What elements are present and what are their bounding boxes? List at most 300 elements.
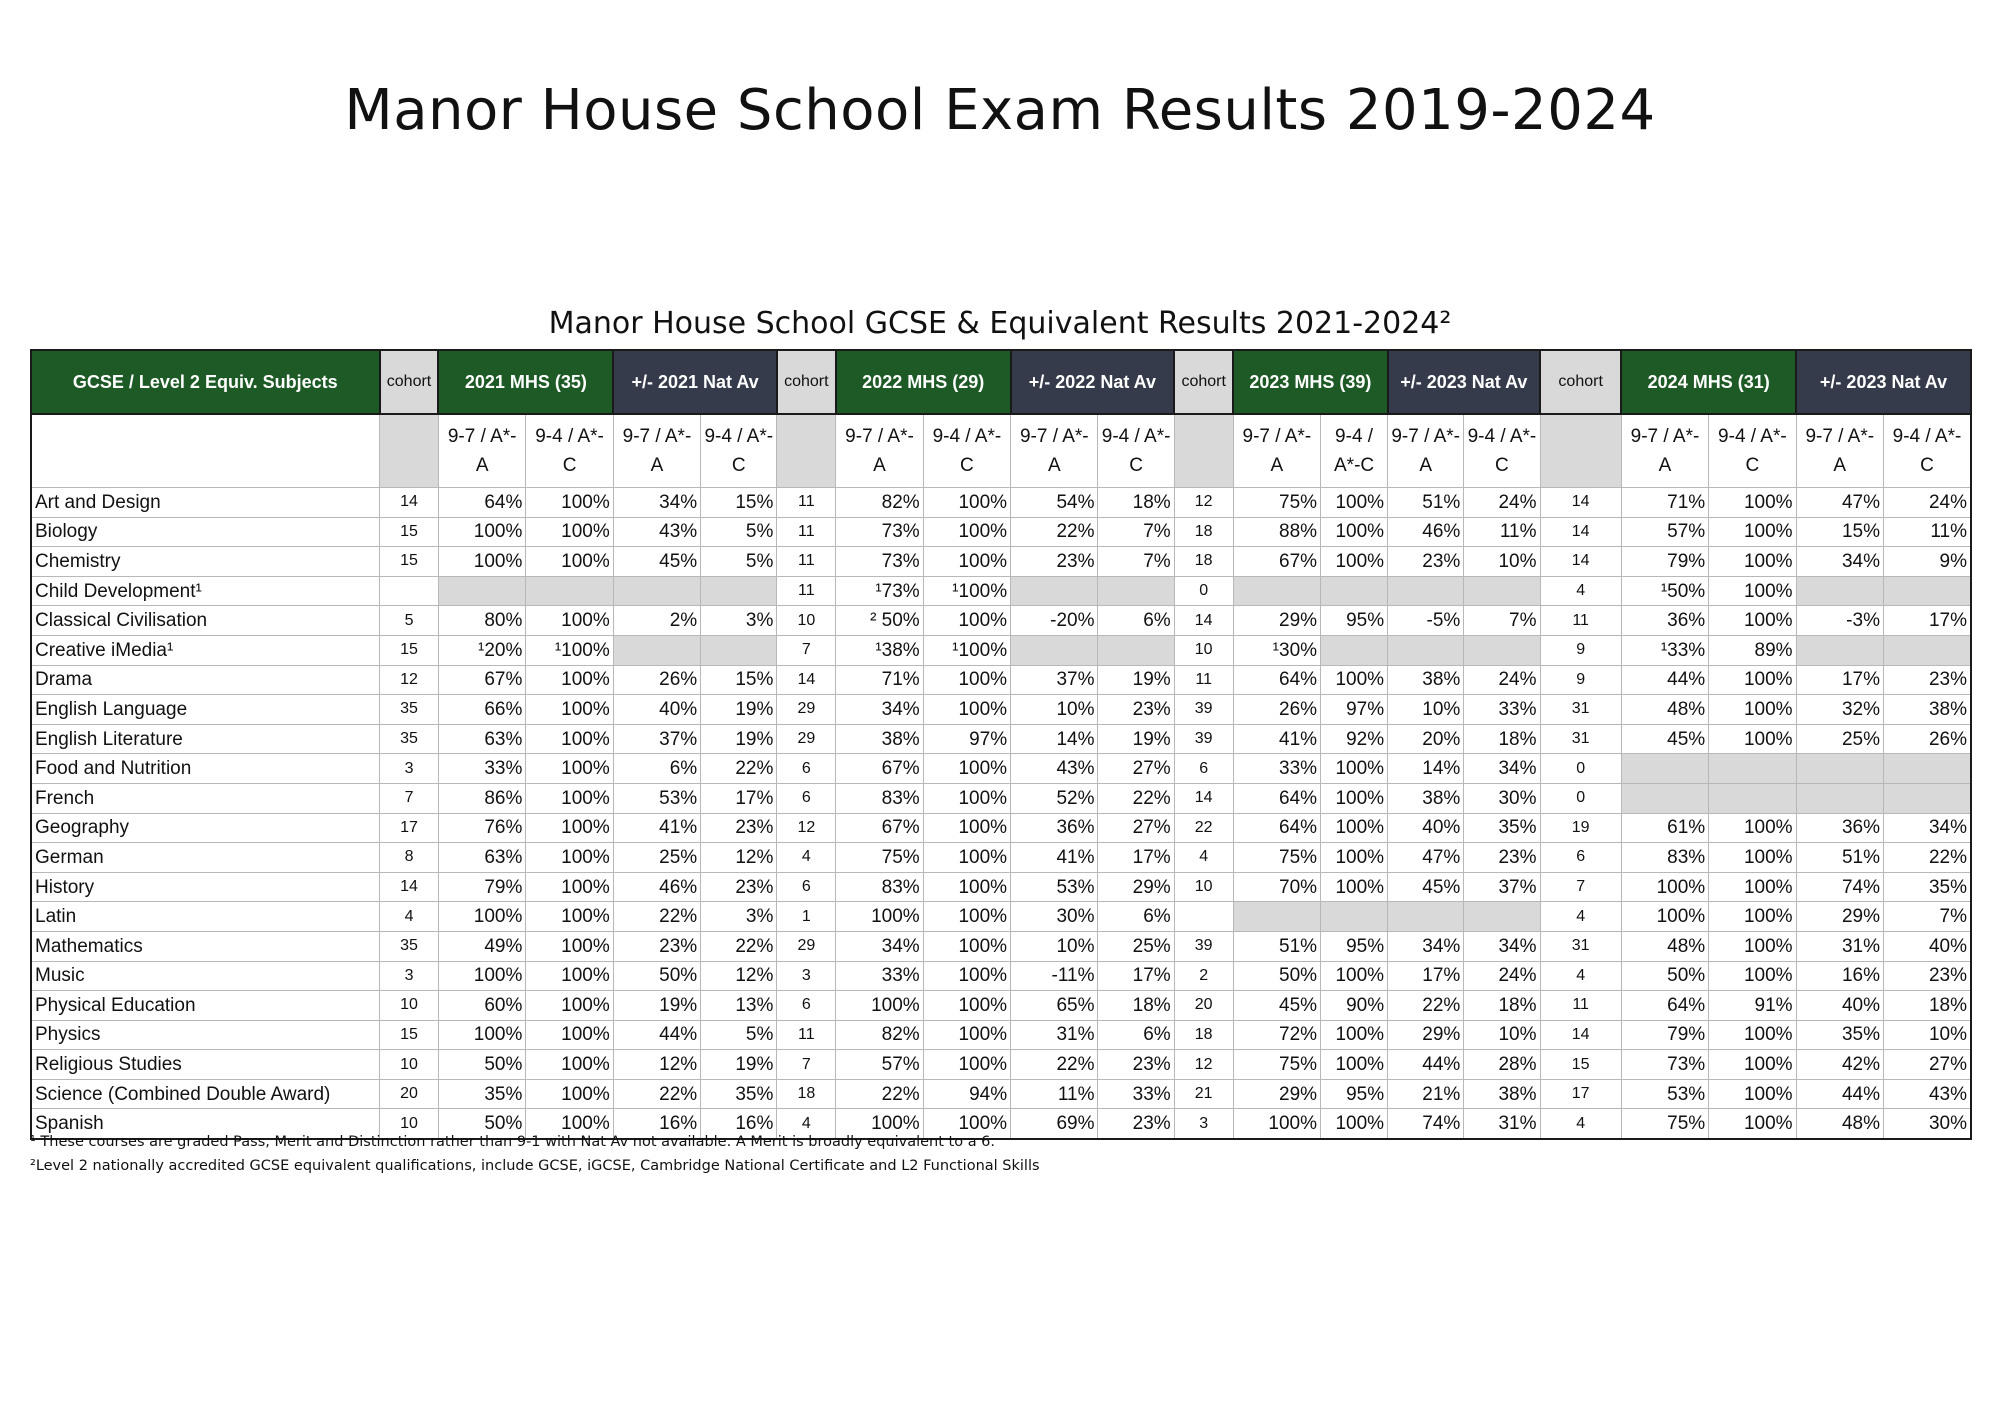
cohort-cell: 4 (1540, 961, 1621, 991)
mhs-result-cell: 83% (1621, 843, 1708, 873)
mhs-result-cell: 100% (526, 1079, 613, 1109)
mhs-result-cell: 97% (1321, 695, 1388, 725)
mhs-result-cell: 100% (526, 843, 613, 873)
nat-diff-cell: 37% (1464, 872, 1540, 902)
cohort-cell: 39 (1174, 695, 1233, 725)
mhs-2024-header: 2024 MHS (31) (1621, 350, 1796, 414)
nat-diff-cell: 19% (701, 695, 777, 725)
mhs-result-cell (1233, 902, 1320, 932)
mhs-result-cell: 100% (923, 547, 1010, 577)
mhs-result-cell: 51% (1233, 931, 1320, 961)
mhs-result-cell (1709, 783, 1796, 813)
nat-diff-cell (1883, 635, 1971, 665)
mhs-result-cell: ¹38% (836, 635, 923, 665)
table-row (31, 783, 1971, 813)
mhs-result-cell: 100% (923, 783, 1010, 813)
cohort-cell: 6 (777, 783, 836, 813)
nat-diff-cell: 29% (1388, 1020, 1464, 1050)
cohort-cell: 11 (777, 547, 836, 577)
nat-diff-cell: 74% (1388, 1109, 1464, 1139)
nat-diff-cell: -3% (1796, 606, 1883, 636)
subject-cell: English Language (31, 695, 380, 725)
cohort-cell: 10 (380, 1050, 439, 1080)
cohort-cell: 6 (777, 991, 836, 1021)
mhs-result-cell: 100% (923, 902, 1010, 932)
cohort-cell: 20 (380, 1079, 439, 1109)
subject-cell: English Literature (31, 724, 380, 754)
nat-diff-cell: 7% (1098, 517, 1174, 547)
nat-diff-cell (1388, 902, 1464, 932)
nat-diff-cell: 38% (1883, 695, 1971, 725)
mhs-result-cell: 50% (438, 1050, 525, 1080)
mhs-result-cell: 100% (526, 517, 613, 547)
subject-cell: Art and Design (31, 488, 380, 518)
mhs-result-cell: 100% (1321, 1020, 1388, 1050)
nat-diff-cell: 31% (1011, 1020, 1098, 1050)
cohort-header: cohort (380, 350, 439, 414)
cohort-cell: 3 (1174, 1109, 1233, 1139)
nat-2021-header: +/- 2021 Nat Av (613, 350, 777, 414)
nat-diff-cell: 22% (1011, 517, 1098, 547)
cohort-cell: 15 (1540, 1050, 1621, 1080)
cohort-cell: 6 (777, 872, 836, 902)
mhs-result-cell: 100% (526, 1020, 613, 1050)
mhs-result-cell (1321, 576, 1388, 606)
nat-diff-cell: 5% (701, 547, 777, 577)
mhs-result-cell: 53% (1621, 1079, 1708, 1109)
mhs-result-cell: 100% (526, 665, 613, 695)
header-row (31, 350, 1971, 414)
nat-diff-cell: 7% (1098, 547, 1174, 577)
nat-diff-cell: 32% (1796, 695, 1883, 725)
nat-diff-cell: -11% (1011, 961, 1098, 991)
mhs-result-cell: 26% (1233, 695, 1320, 725)
footnote-2: ²Level 2 nationally accredited GCSE equivalent qualifications, include GCSE, iGCSE, Cambridge National Certificate and L2 Functional Skills (30, 1158, 1040, 1174)
nat-diff-cell: 40% (1388, 813, 1464, 843)
subject-cell: Geography (31, 813, 380, 843)
cohort-cell: 9 (1540, 665, 1621, 695)
mhs-result-cell: 100% (1709, 517, 1796, 547)
nat-diff-cell: 35% (701, 1079, 777, 1109)
cohort-cell: 12 (1174, 488, 1233, 518)
mhs-result-cell: 100% (1321, 783, 1388, 813)
nat-diff-cell: 13% (701, 991, 777, 1021)
nat-diff-cell (1796, 635, 1883, 665)
cohort-cell: 15 (380, 635, 439, 665)
mhs-result-cell: 100% (526, 902, 613, 932)
cohort-cell: 15 (380, 547, 439, 577)
subheader-c: 9-4 / A*-C (1098, 414, 1174, 488)
subject-cell: Spanish (31, 1109, 380, 1139)
nat-diff-cell (1011, 576, 1098, 606)
nat-diff-cell (1388, 576, 1464, 606)
subheader-cohort-blank (380, 414, 439, 488)
subheader-c: 9-4 / A*-C (1883, 414, 1971, 488)
nat-diff-cell: 34% (1796, 547, 1883, 577)
nat-diff-cell (1464, 576, 1540, 606)
nat-diff-cell (613, 576, 700, 606)
mhs-result-cell: 100% (1709, 843, 1796, 873)
nat-diff-cell: 18% (1464, 991, 1540, 1021)
mhs-result-cell: 90% (1321, 991, 1388, 1021)
mhs-result-cell: 61% (1621, 813, 1708, 843)
mhs-result-cell: 100% (1709, 665, 1796, 695)
nat-diff-cell: 24% (1883, 488, 1971, 518)
mhs-result-cell: 100% (1709, 872, 1796, 902)
nat-diff-cell (1098, 576, 1174, 606)
mhs-result-cell: 100% (1709, 902, 1796, 932)
mhs-result-cell: 71% (836, 665, 923, 695)
nat-2024-header: +/- 2023 Nat Av (1796, 350, 1971, 414)
table-row (31, 991, 1971, 1021)
nat-diff-cell (1011, 635, 1098, 665)
nat-diff-cell: 29% (1796, 902, 1883, 932)
nat-diff-cell: 69% (1011, 1109, 1098, 1139)
nat-diff-cell: 18% (1098, 488, 1174, 518)
mhs-2023-header: 2023 MHS (39) (1233, 350, 1387, 414)
subheader-row (31, 414, 1971, 488)
nat-diff-cell: 26% (1883, 724, 1971, 754)
mhs-result-cell: 89% (1709, 635, 1796, 665)
cohort-cell: 11 (777, 488, 836, 518)
nat-diff-cell: 23% (1464, 843, 1540, 873)
nat-diff-cell: 40% (613, 695, 700, 725)
mhs-result-cell: 75% (1233, 843, 1320, 873)
cohort-cell: 14 (1174, 783, 1233, 813)
nat-diff-cell: 41% (1011, 843, 1098, 873)
mhs-result-cell: 64% (1233, 665, 1320, 695)
mhs-result-cell (1621, 754, 1708, 784)
mhs-2021-header: 2021 MHS (35) (438, 350, 613, 414)
nat-diff-cell: 17% (1796, 665, 1883, 695)
table-row (31, 961, 1971, 991)
mhs-result-cell: 100% (923, 843, 1010, 873)
cohort-cell: 6 (777, 754, 836, 784)
cohort-cell (1174, 902, 1233, 932)
nat-diff-cell: -5% (1388, 606, 1464, 636)
table-row (31, 488, 1971, 518)
nat-diff-cell: 47% (1388, 843, 1464, 873)
mhs-result-cell (1321, 635, 1388, 665)
subject-cell: Religious Studies (31, 1050, 380, 1080)
mhs-result-cell: 100% (526, 931, 613, 961)
mhs-result-cell: 92% (1321, 724, 1388, 754)
table-row (31, 695, 1971, 725)
mhs-result-cell: 100% (526, 724, 613, 754)
nat-diff-cell (701, 635, 777, 665)
mhs-result-cell: 29% (1233, 1079, 1320, 1109)
nat-diff-cell: 38% (1388, 665, 1464, 695)
cohort-cell: 17 (1540, 1079, 1621, 1109)
nat-diff-cell: 11% (1883, 517, 1971, 547)
nat-diff-cell: 7% (1464, 606, 1540, 636)
subheader-c: 9-4 / A*-C (1321, 414, 1388, 488)
mhs-result-cell: 57% (836, 1050, 923, 1080)
mhs-result-cell: 70% (1233, 872, 1320, 902)
subheader-c: 9-4 / A*-C (923, 414, 1010, 488)
cohort-cell: 0 (1540, 754, 1621, 784)
mhs-result-cell: 100% (923, 931, 1010, 961)
mhs-result-cell: 100% (1321, 843, 1388, 873)
mhs-result-cell: 67% (1233, 547, 1320, 577)
nat-diff-cell (1796, 576, 1883, 606)
mhs-result-cell: 75% (1233, 1050, 1320, 1080)
cohort-cell: 7 (1540, 872, 1621, 902)
mhs-result-cell: 100% (1709, 1079, 1796, 1109)
cohort-header: cohort (777, 350, 836, 414)
cohort-cell: 29 (777, 695, 836, 725)
nat-diff-cell: 74% (1796, 872, 1883, 902)
mhs-result-cell: 73% (836, 517, 923, 547)
mhs-result-cell: 95% (1321, 1079, 1388, 1109)
nat-diff-cell: 2% (613, 606, 700, 636)
nat-diff-cell: 51% (1388, 488, 1464, 518)
table-row (31, 1050, 1971, 1080)
mhs-result-cell: 82% (836, 1020, 923, 1050)
nat-diff-cell: 31% (1464, 1109, 1540, 1139)
cohort-cell: 14 (380, 488, 439, 518)
nat-diff-cell: 54% (1011, 488, 1098, 518)
nat-diff-cell: 29% (1098, 872, 1174, 902)
table-row (31, 754, 1971, 784)
nat-diff-cell: 19% (613, 991, 700, 1021)
nat-diff-cell: 22% (1883, 843, 1971, 873)
cohort-cell: 14 (1174, 606, 1233, 636)
nat-diff-cell: 30% (1464, 783, 1540, 813)
mhs-result-cell: 100% (1233, 1109, 1320, 1139)
nat-diff-cell: 16% (613, 1109, 700, 1139)
subjects-header: GCSE / Level 2 Equiv. Subjects (31, 350, 380, 414)
mhs-result-cell: 73% (1621, 1050, 1708, 1080)
cohort-cell: 17 (380, 813, 439, 843)
page-title: Manor House School Exam Results 2019-2024 (344, 78, 1656, 143)
nat-diff-cell: 23% (1098, 1050, 1174, 1080)
mhs-result-cell (438, 576, 525, 606)
nat-diff-cell: 22% (701, 754, 777, 784)
results-table (30, 349, 1972, 1140)
mhs-result-cell: 100% (1321, 488, 1388, 518)
nat-diff-cell: 43% (1011, 754, 1098, 784)
subject-cell: Mathematics (31, 931, 380, 961)
subheader-cohort-blank (777, 414, 836, 488)
cohort-cell: 1 (777, 902, 836, 932)
mhs-result-cell: 35% (438, 1079, 525, 1109)
cohort-cell: 4 (777, 1109, 836, 1139)
mhs-result-cell: 100% (923, 872, 1010, 902)
mhs-result-cell: 45% (1233, 991, 1320, 1021)
mhs-result-cell: 71% (1621, 488, 1708, 518)
cohort-cell: 20 (1174, 991, 1233, 1021)
mhs-result-cell: 100% (836, 1109, 923, 1139)
mhs-result-cell: 100% (923, 961, 1010, 991)
nat-diff-cell: 27% (1098, 754, 1174, 784)
mhs-result-cell: 100% (923, 1109, 1010, 1139)
cohort-cell: 10 (1174, 635, 1233, 665)
nat-diff-cell: 6% (613, 754, 700, 784)
nat-diff-cell: 22% (1011, 1050, 1098, 1080)
mhs-result-cell: 79% (1621, 547, 1708, 577)
subheader-a: 9-7 / A*-A (1621, 414, 1708, 488)
nat-diff-cell: 15% (701, 665, 777, 695)
nat-diff-cell: 51% (1796, 843, 1883, 873)
nat-diff-cell: 36% (1796, 813, 1883, 843)
mhs-result-cell: ¹33% (1621, 635, 1708, 665)
mhs-result-cell: 67% (836, 754, 923, 784)
mhs-result-cell: 48% (1621, 695, 1708, 725)
mhs-result-cell: 75% (836, 843, 923, 873)
nat-diff-cell: 44% (613, 1020, 700, 1050)
mhs-result-cell (526, 576, 613, 606)
table-row (31, 724, 1971, 754)
nat-diff-cell: 17% (1883, 606, 1971, 636)
cohort-cell: 18 (1174, 1020, 1233, 1050)
nat-diff-cell: 35% (1464, 813, 1540, 843)
mhs-result-cell: 73% (836, 547, 923, 577)
mhs-result-cell: 60% (438, 991, 525, 1021)
nat-diff-cell: 23% (701, 872, 777, 902)
mhs-result-cell: 50% (1233, 961, 1320, 991)
subject-cell: Chemistry (31, 547, 380, 577)
nat-diff-cell: 23% (1098, 695, 1174, 725)
mhs-result-cell: 44% (1621, 665, 1708, 695)
mhs-result-cell: 100% (526, 783, 613, 813)
mhs-result-cell: 100% (1709, 724, 1796, 754)
nat-diff-cell: 52% (1011, 783, 1098, 813)
mhs-result-cell: 38% (836, 724, 923, 754)
mhs-result-cell: 100% (923, 488, 1010, 518)
mhs-result-cell: 100% (923, 606, 1010, 636)
nat-diff-cell (1388, 635, 1464, 665)
cohort-cell: 10 (1174, 872, 1233, 902)
cohort-cell: 3 (380, 961, 439, 991)
table-row (31, 902, 1971, 932)
nat-diff-cell (1883, 783, 1971, 813)
subject-cell: Music (31, 961, 380, 991)
mhs-result-cell: 63% (438, 843, 525, 873)
nat-diff-cell: 24% (1464, 961, 1540, 991)
mhs-result-cell: 100% (438, 902, 525, 932)
mhs-result-cell: 100% (1709, 547, 1796, 577)
mhs-result-cell: 34% (836, 931, 923, 961)
nat-diff-cell: 3% (701, 902, 777, 932)
cohort-cell: 10 (380, 1109, 439, 1139)
nat-diff-cell: -20% (1011, 606, 1098, 636)
subheader-c: 9-4 / A*-C (701, 414, 777, 488)
nat-diff-cell: 6% (1098, 606, 1174, 636)
mhs-result-cell: 100% (1321, 961, 1388, 991)
mhs-result-cell: 64% (1621, 991, 1708, 1021)
nat-diff-cell: 45% (1388, 872, 1464, 902)
mhs-result-cell: 100% (1709, 488, 1796, 518)
nat-diff-cell: 23% (1388, 547, 1464, 577)
nat-diff-cell: 35% (1883, 872, 1971, 902)
mhs-result-cell: 100% (1709, 1109, 1796, 1139)
footnote-1: ¹ These courses are graded Pass, Merit and Distinction rather than 9-1 with Nat Av not available. A Merit is broadly equivalent to a 6. (30, 1134, 996, 1150)
cohort-cell: 4 (1540, 1109, 1621, 1139)
mhs-result-cell: 100% (1709, 1020, 1796, 1050)
subject-cell: Physical Education (31, 991, 380, 1021)
subject-cell: French (31, 783, 380, 813)
mhs-result-cell: 100% (526, 754, 613, 784)
cohort-cell: 4 (1540, 902, 1621, 932)
cohort-cell: 10 (380, 991, 439, 1021)
mhs-result-cell: 100% (1709, 695, 1796, 725)
mhs-result-cell: 75% (1233, 488, 1320, 518)
nat-diff-cell: 18% (1098, 991, 1174, 1021)
table-row (31, 931, 1971, 961)
mhs-result-cell: 94% (923, 1079, 1010, 1109)
mhs-result-cell: 33% (438, 754, 525, 784)
table-row (31, 606, 1971, 636)
cohort-cell: 35 (380, 724, 439, 754)
nat-diff-cell: 3% (701, 606, 777, 636)
nat-diff-cell: 35% (1796, 1020, 1883, 1050)
nat-diff-cell: 17% (701, 783, 777, 813)
nat-diff-cell: 41% (613, 813, 700, 843)
nat-diff-cell: 10% (1464, 1020, 1540, 1050)
nat-diff-cell: 18% (1883, 991, 1971, 1021)
nat-diff-cell: 16% (1796, 961, 1883, 991)
mhs-result-cell: 100% (438, 547, 525, 577)
nat-diff-cell: 10% (1011, 695, 1098, 725)
cohort-cell: 11 (1540, 991, 1621, 1021)
cohort-cell: 6 (1540, 843, 1621, 873)
nat-diff-cell: 12% (701, 961, 777, 991)
nat-diff-cell: 53% (613, 783, 700, 813)
mhs-result-cell: 29% (1233, 606, 1320, 636)
nat-diff-cell: 11% (1464, 517, 1540, 547)
mhs-result-cell: 100% (923, 1020, 1010, 1050)
nat-diff-cell: 10% (1464, 547, 1540, 577)
nat-diff-cell: 10% (1883, 1020, 1971, 1050)
nat-2023-header: +/- 2023 Nat Av (1388, 350, 1540, 414)
subject-cell: Science (Combined Double Award) (31, 1079, 380, 1109)
nat-diff-cell: 30% (1883, 1109, 1971, 1139)
cohort-cell: 10 (777, 606, 836, 636)
mhs-result-cell: ¹100% (923, 635, 1010, 665)
mhs-result-cell: 100% (1321, 517, 1388, 547)
nat-diff-cell: 24% (1464, 488, 1540, 518)
mhs-result-cell: 100% (923, 1050, 1010, 1080)
nat-diff-cell (1464, 635, 1540, 665)
cohort-cell: 15 (380, 517, 439, 547)
cohort-cell: 21 (1174, 1079, 1233, 1109)
mhs-result-cell: 88% (1233, 517, 1320, 547)
cohort-cell: 18 (1174, 517, 1233, 547)
mhs-result-cell: 95% (1321, 606, 1388, 636)
nat-diff-cell: 15% (1796, 517, 1883, 547)
nat-diff-cell (1796, 783, 1883, 813)
results-body (31, 488, 1971, 1140)
mhs-result-cell: 100% (1321, 547, 1388, 577)
subheader-cohort-blank (1174, 414, 1233, 488)
mhs-result-cell: 100% (1321, 872, 1388, 902)
nat-diff-cell: 34% (613, 488, 700, 518)
nat-diff-cell: 9% (1883, 547, 1971, 577)
nat-diff-cell: 46% (1388, 517, 1464, 547)
nat-diff-cell: 45% (613, 547, 700, 577)
mhs-result-cell: 91% (1709, 991, 1796, 1021)
mhs-result-cell: 64% (1233, 783, 1320, 813)
nat-diff-cell: 21% (1388, 1079, 1464, 1109)
nat-diff-cell: 20% (1388, 724, 1464, 754)
nat-diff-cell: 15% (701, 488, 777, 518)
nat-diff-cell: 17% (1098, 843, 1174, 873)
cohort-cell: 11 (777, 517, 836, 547)
mhs-result-cell: 100% (1621, 902, 1708, 932)
mhs-result-cell: 100% (526, 961, 613, 991)
mhs-result-cell: 100% (1321, 665, 1388, 695)
